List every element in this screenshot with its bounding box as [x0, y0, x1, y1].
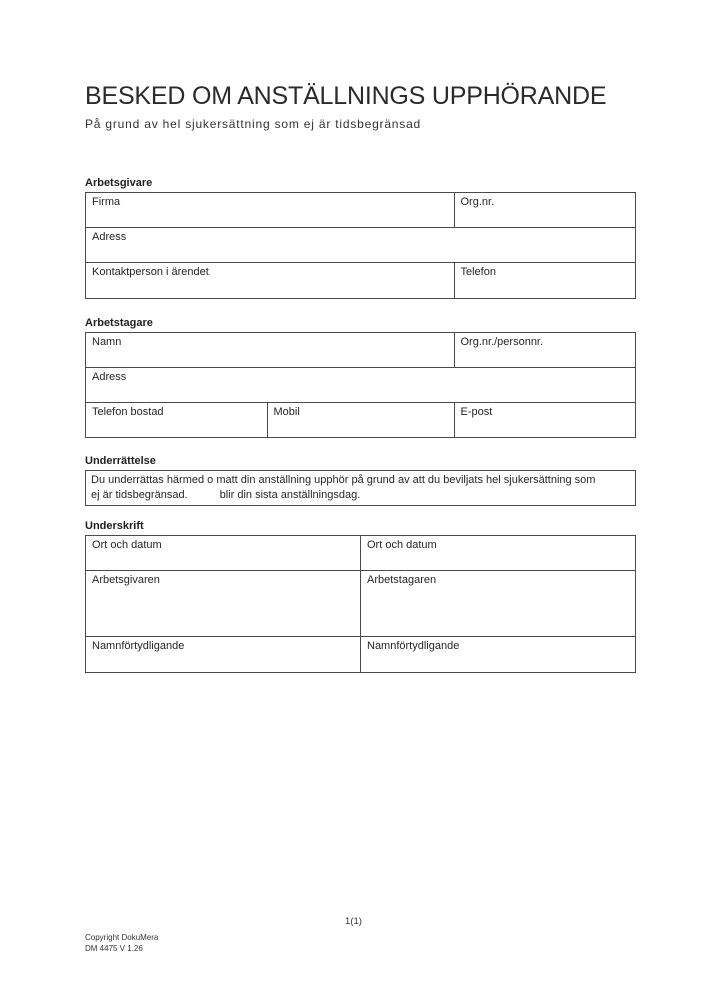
page-subtitle: På grund av hel sjukersättning som ej är tidsbegränsad	[85, 117, 422, 131]
section-notice	[85, 455, 636, 506]
table-row	[86, 571, 636, 637]
orgnr-personnr-field: Org.nr./personnr.	[454, 333, 636, 368]
table-row	[86, 536, 636, 571]
table-row	[86, 403, 636, 438]
footer-meta	[85, 933, 158, 954]
table-row	[86, 193, 636, 228]
employer-telefon-field: Telefon	[454, 263, 636, 299]
section-heading-employer: Arbetsgivare	[85, 177, 153, 189]
table-row	[86, 333, 636, 368]
section-employee	[85, 317, 636, 438]
table-row	[86, 263, 636, 299]
telefon-bostad-field: Telefon bostad	[86, 403, 268, 438]
arbetsgivaren-signature-field: Arbetsgivaren	[86, 571, 361, 637]
document-id: DM 4475 V 1.26	[85, 943, 143, 953]
section-heading-employee: Arbetstagare	[85, 317, 153, 329]
signature-table	[85, 535, 636, 673]
employee-table	[85, 332, 636, 438]
page-number: 1(1)	[345, 916, 362, 927]
namnfortydligande-employer-field: Namnförtydligande	[86, 637, 361, 673]
employer-adress-field: Adress	[86, 228, 636, 263]
section-employer	[85, 177, 636, 299]
page-title: BESKED OM ANSTÄLLNINGS UPPHÖRANDE	[85, 82, 607, 110]
employer-table	[85, 192, 636, 299]
table-row	[86, 368, 636, 403]
namnfortydligande-employee-field: Namnförtydligande	[361, 637, 636, 673]
firma-field: Firma	[86, 193, 455, 228]
notice-line-2-end: blir din sista anställningsdag.	[219, 489, 361, 501]
section-signature	[85, 520, 636, 673]
epost-field: E-post	[454, 403, 636, 438]
section-heading-signature: Underskrift	[85, 520, 144, 532]
employee-adress-field: Adress	[86, 368, 636, 403]
namn-field: Namn	[86, 333, 455, 368]
notice-text-box	[85, 470, 636, 506]
table-row	[86, 228, 636, 263]
ort-datum-employer-field: Ort och datum	[86, 536, 361, 571]
notice-line-2-start: ej är tidsbegränsad.	[91, 489, 188, 501]
table-row	[86, 637, 636, 673]
notice-line-2	[91, 488, 630, 503]
title-block	[85, 82, 606, 131]
section-heading-notice: Underrättelse	[85, 455, 156, 467]
mobil-field: Mobil	[267, 403, 454, 438]
copyright-text: Copyright DokuMera	[85, 933, 159, 942]
notice-line-1: Du underrättas härmed o matt din anställning upphör på grund av att du beviljats hel sjukersättning som	[91, 474, 596, 486]
arbetstagaren-signature-field: Arbetstagaren	[361, 571, 636, 637]
kontaktperson-field: Kontaktperson i ärendet	[86, 263, 455, 299]
ort-datum-employee-field: Ort och datum	[361, 536, 636, 571]
orgnr-field: Org.nr.	[454, 193, 636, 228]
